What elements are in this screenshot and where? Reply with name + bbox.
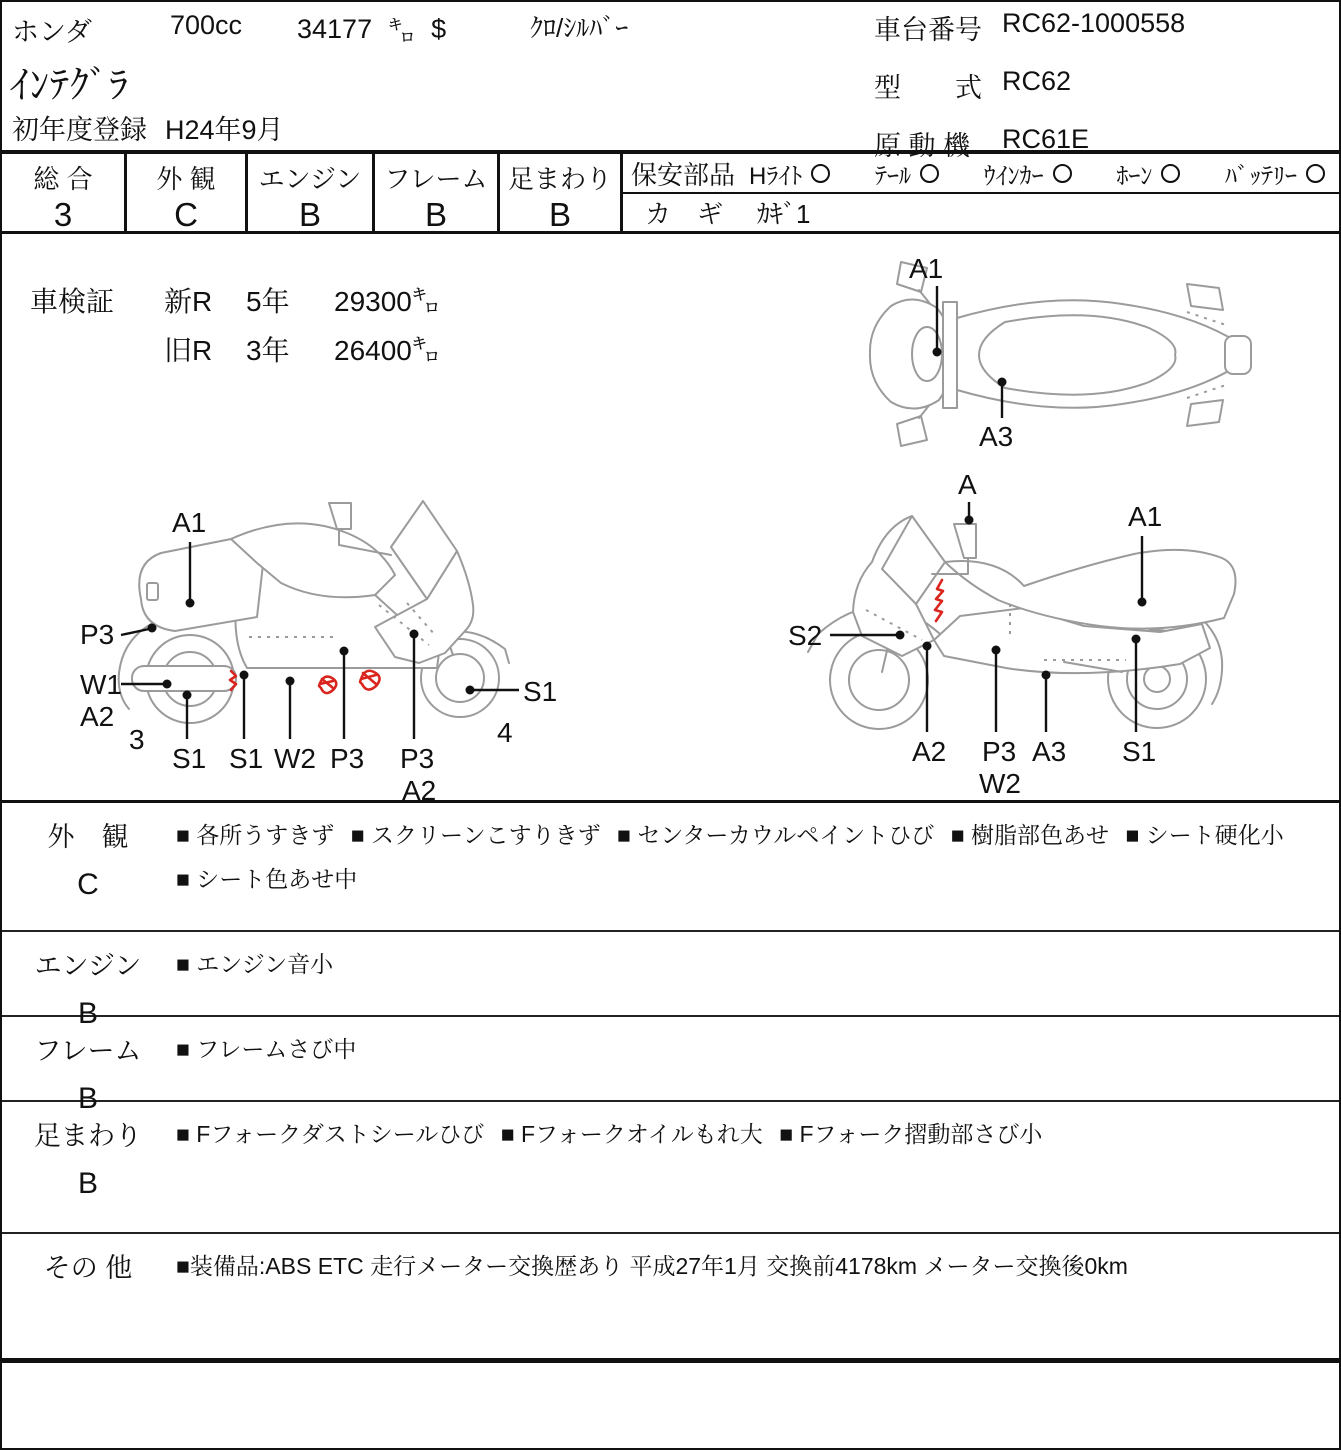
safety-parts-label: 保安部品 [631,159,736,190]
model-name: ｲﾝﾃｸﾞﾗ [10,65,130,107]
damage-label: W2 [979,768,1021,799]
grade-cell-undercarriage [500,154,623,231]
grade-cell-engine [248,154,375,231]
condition-row-exterior [2,800,1339,930]
damage-label: A2 [402,775,437,806]
engine-code-value: RC61E [1002,124,1090,154]
condition-notes [174,1234,1339,1358]
model-code-label: 型 式 [874,73,982,103]
shaken-table [164,280,440,378]
note-item: ■ エンジン音小 [176,951,334,977]
condition-notes [174,1102,1339,1232]
note-item: ■ シート硬化小 [1125,822,1284,848]
grade-value: B [424,196,447,233]
engine-code-label: 原 動 機 [874,131,971,161]
damage-label: S1 [523,676,558,707]
grade-label: エンジン [258,164,362,194]
grade-value: B [548,196,571,233]
note-item: ■ スクリーンこすりきず [350,822,601,848]
shaken-term: 新R [164,286,213,317]
vehicle-header [2,2,1339,161]
grade-value: B [298,196,321,233]
condition-label: エンジン [34,951,142,981]
damage-label: S1 [1122,736,1157,767]
shaken-label: 車検証 [30,286,115,317]
key-row [623,194,1339,231]
chassis-row [874,8,1185,47]
safety-item-headlight [749,156,830,191]
status-ok-circle [1306,164,1325,183]
grade-cell-frame [375,154,500,231]
damage-label: A1 [909,253,944,284]
shaken-cost: 29300㌔ [334,286,440,317]
model-code-row [874,66,1185,105]
scooter-top-outline [870,262,1251,446]
safety-item-label: Hﾗｲﾄ [749,162,803,190]
model-code-value: RC62 [1002,66,1072,96]
damage-label: A3 [1032,736,1067,767]
damage-marks [935,580,943,621]
safety-item-label: ｳｲﾝｶｰ [983,162,1044,190]
grade-label: 足まわり [507,164,612,194]
damage-label: A2 [912,736,947,767]
condition-header [2,803,174,930]
condition-row-frame [2,1015,1339,1115]
chassis-label: 車台番号 [874,15,982,45]
shaken-years: 3年 [246,335,290,366]
body-color: ｸﾛ/ｼﾙﾊﾞｰ [530,13,629,43]
damage-label: A1 [172,507,207,538]
condition-grade: B [77,1082,98,1115]
damage-label: 4 [497,717,513,748]
dollar-mark: $ [431,14,447,44]
grade-cell-overall [2,154,127,231]
shaken-cost: 26400㌔ [334,335,440,366]
first-registration-label: 初年度登録 [12,115,147,145]
damage-label: P3 [400,743,435,774]
shaken-term: 旧R [164,335,213,366]
damage-label: P3 [982,736,1017,767]
condition-grade: B [77,997,98,1030]
damage-label: S2 [788,620,823,651]
id-block [874,8,1185,182]
condition-grade: C [77,868,99,901]
note-item: ■ Fフォークオイルもれ大 [500,1121,763,1147]
displacement: 700cc [170,10,243,40]
damage-label: 3 [129,724,145,755]
diagram-area [2,234,1339,806]
note-item: ■ フレームさび中 [176,1036,357,1062]
shaken-row-new [164,280,440,320]
grade-cell-exterior [127,154,248,231]
condition-notes [174,803,1339,930]
note-item: ■装備品:ABS ETC 走行メーター交換歴あり 平成27年1月 交換前4178km メーター交換後0km [176,1253,1128,1279]
condition-notes [174,1017,1339,1100]
damage-label: A2 [80,701,115,732]
condition-header [2,1102,174,1232]
condition-header [2,932,174,1030]
condition-header [2,1017,174,1115]
condition-label: その 他 [43,1253,133,1283]
engine-code-row [874,124,1185,163]
empty-row [2,1358,1339,1444]
condition-header [2,1234,174,1358]
shaken-row-old [164,329,440,369]
damage-marks [230,671,380,693]
status-ok-circle [811,164,830,183]
grade-value: C [174,196,198,233]
grade-label: フレーム [384,164,488,194]
damage-label: P3 [330,743,365,774]
damage-label: P3 [80,619,115,650]
damage-label: A3 [979,421,1014,452]
mileage-unit: ㌔ [388,17,416,47]
safety-item-label: ﾎｰﾝ [1116,162,1153,190]
note-item: ■ 樹脂部色あせ [950,822,1109,848]
condition-label: フレーム [34,1036,142,1066]
mileage-row [297,10,446,49]
damage-label: S1 [229,743,264,774]
note-item: ■ シート色あせ中 [176,866,358,892]
condition-row-undercarriage [2,1100,1339,1232]
grade-value: 3 [53,196,73,233]
damage-label: S1 [172,743,207,774]
condition-label: 足まわり [34,1121,142,1151]
first-registration [12,108,284,147]
damage-label: A [958,469,977,500]
maker-name: ホンダ [12,17,92,47]
scooter-top-view-diagram [857,248,1257,466]
condition-label: 外 観 [47,822,129,852]
key-label: カ ギ [645,199,724,229]
mileage-value: 34177 [297,14,373,44]
scooter-right-outline [808,516,1236,729]
damage-label: W2 [274,743,316,774]
damage-label: W1 [80,669,122,700]
damage-label: A1 [1128,501,1163,532]
note-item: ■ センターカウルペイントひび [617,822,935,848]
condition-row-engine [2,930,1339,1030]
condition-grade: B [77,1167,98,1200]
note-item: ■ Fフォーク摺動部さび小 [779,1121,1043,1147]
condition-notes [174,932,1339,1015]
note-item: ■ 各所うすきず [176,822,335,848]
scooter-right-view-diagram [782,464,1242,800]
chassis-value: RC62-1000558 [1002,8,1186,38]
grade-label: 外 観 [156,164,216,194]
first-registration-value: H24年9月 [165,115,284,145]
safety-item-label: ﾊﾞｯﾃﾘｰ [1224,162,1297,190]
scooter-left-view-diagram [77,487,577,817]
safety-item-label: ﾃｰﾙ [875,162,912,190]
grade-label: 総 合 [33,164,93,194]
shaken-years: 5年 [246,286,290,317]
safety-item-battery [1225,156,1325,191]
note-item: ■ Fフォークダストシールひび [176,1121,485,1147]
key-value: ｶｷﾞ1 [757,199,811,229]
condition-row-other [2,1232,1339,1358]
